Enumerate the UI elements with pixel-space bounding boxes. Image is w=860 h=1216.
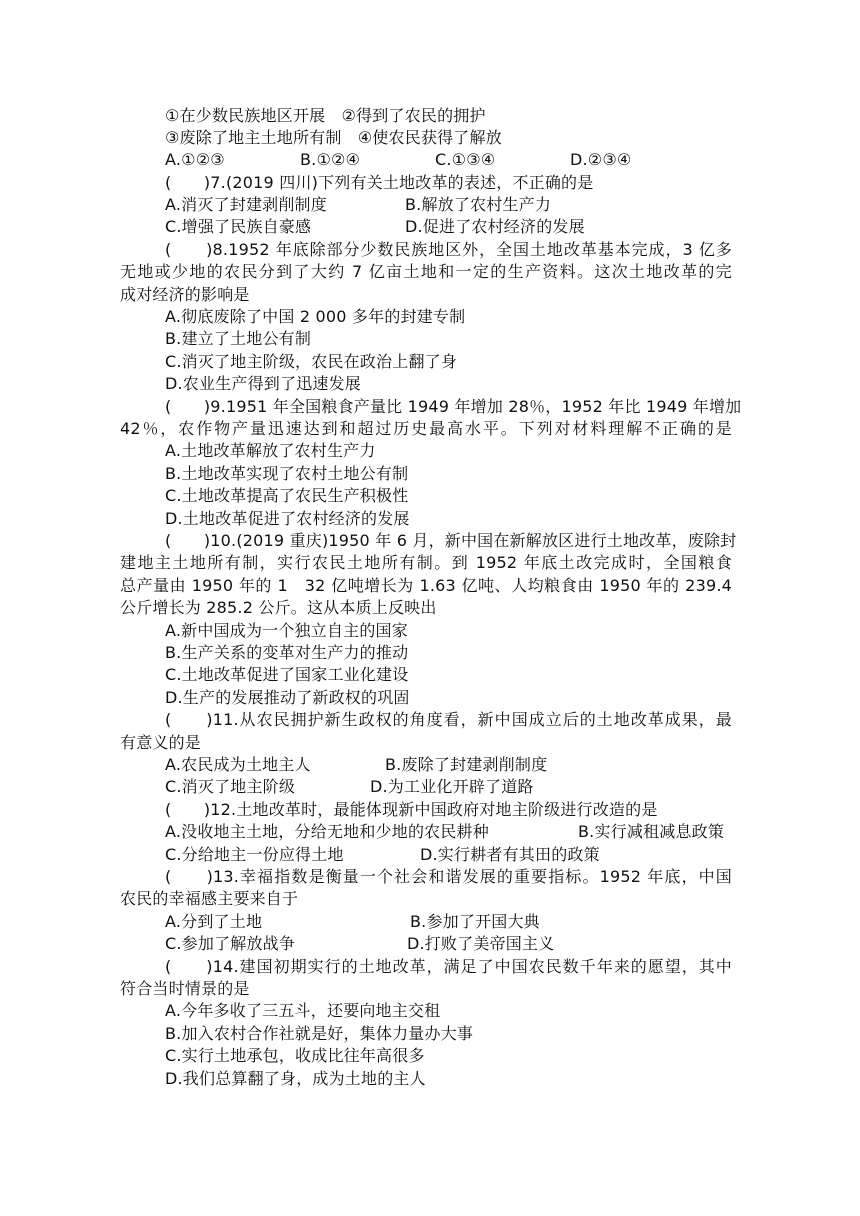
- text-line: ( )11.从农民拥护新生政权的角度看，新中国成立后的土地改革成果，最: [165, 710, 732, 729]
- answer-option: A.消灭了封建剥削制度: [165, 195, 327, 214]
- text-line: C.消灭了地主阶级，农民在政治上翻了身: [165, 352, 458, 371]
- text-line: 农民的幸福感主要来自于: [120, 889, 299, 908]
- text-line: ( )14.建国初期实行的土地改革，满足了中国农民数千年来的愿望，其中: [165, 957, 732, 976]
- text-line: 42％，农作物产量迅速达到和超过历史最高水平。下列对材料理解不正确的是: [120, 419, 732, 438]
- answer-option: B.解放了农村生产力: [405, 195, 552, 214]
- answer-option: A.没收地主土地，分给无地和少地的农民耕种: [165, 822, 489, 841]
- answer-option: A.农民成为土地主人: [165, 755, 311, 774]
- text-line: C.土地改革提高了农民生产积极性: [165, 486, 409, 505]
- text-line: ①在少数民族地区开展 ②得到了农民的拥护: [165, 106, 486, 125]
- answer-option: D.促进了农村经济的发展: [405, 217, 585, 236]
- text-line: 建地主土地所有制，实行农民土地所有制。到 1952 年底土改完成时，全国粮食: [120, 553, 732, 572]
- text-line: A.彻底废除了中国 2 000 多年的封建专制: [165, 307, 466, 326]
- answer-option: B.实行减租减息政策: [578, 822, 725, 841]
- text-line: B.生产关系的变革对生产力的推动: [165, 643, 409, 662]
- text-line: 符合当时情景的是: [120, 979, 250, 998]
- text-line: 无地或少地的农民分到了大约 7 亿亩土地和一定的生产资料。这次土地改革的完: [120, 262, 732, 281]
- answer-option: D.②③④: [570, 150, 632, 169]
- text-line: ( )10.(2019 重庆)1950 年 6 月，新中国在新解放区进行土地改革，废除封: [165, 531, 737, 550]
- answer-option: B.①②④: [300, 150, 361, 169]
- text-line: C.实行土地承包，收成比往年高很多: [165, 1046, 425, 1065]
- text-line: ③废除了地主土地所有制 ④使农民获得了解放: [165, 128, 502, 147]
- text-line: A.今年多收了三五斗，还要向地主交租: [165, 1001, 441, 1020]
- answer-option: C.参加了解放战争: [165, 934, 296, 953]
- text-line: 公斤增长为 285.2 公斤。这从本质上反映出: [120, 598, 437, 617]
- text-line: ( )8.1952 年底除部分少数民族地区外，全国土地改革基本完成，3 亿多: [165, 240, 732, 259]
- text-line: D.生产的发展推动了新政权的巩固: [165, 688, 410, 707]
- text-line: ( )12.土地改革时，最能体现新中国政府对地主阶级进行改造的是: [165, 800, 658, 819]
- text-line: A.土地改革解放了农村生产力: [165, 441, 376, 460]
- text-line: 成对经济的影响是: [120, 285, 250, 304]
- answer-option: C.增强了民族自豪感: [165, 217, 312, 236]
- answer-option: D.实行耕者有其田的政策: [420, 845, 600, 864]
- text-line: ( )13.幸福指数是衡量一个社会和谐发展的重要指标。1952 年底，中国: [165, 867, 732, 886]
- text-line: D.我们总算翻了身，成为土地的主人: [165, 1069, 426, 1088]
- text-line: C.土地改革促进了国家工业化建设: [165, 665, 409, 684]
- answer-option: B.参加了开国大典: [410, 912, 540, 931]
- answer-option: B.废除了封建剥削制度: [385, 755, 548, 774]
- answer-option: A.分到了土地: [165, 912, 263, 931]
- answer-option: C.分给地主一份应得土地: [165, 845, 344, 864]
- text-line: B.土地改革实现了农村土地公有制: [165, 464, 409, 483]
- text-line: D.土地改革促进了农村经济的发展: [165, 509, 410, 528]
- answer-option: D.打败了美帝国主义: [407, 934, 555, 953]
- text-line: B.加入农村合作社就是好，集体力量办大事: [165, 1024, 474, 1043]
- answer-option: C.消灭了地主阶级: [165, 777, 296, 796]
- answer-option: A.①②③: [165, 150, 225, 169]
- answer-option: D.为工业化开辟了道路: [370, 777, 534, 796]
- text-line: D.农业生产得到了迅速发展: [165, 374, 362, 393]
- text-line: B.建立了土地公有制: [165, 329, 312, 348]
- text-line: 有意义的是: [120, 733, 202, 752]
- text-line: 总产量由 1950 年的 1 32 亿吨增长为 1.63 亿吨、人均粮食由 1950 年的 239.4: [120, 576, 732, 595]
- answer-option: C.①③④: [435, 150, 496, 169]
- text-line: ( )7.(2019 四川)下列有关土地改革的表述，不正确的是: [165, 173, 594, 192]
- text-line: A.新中国成为一个独立自主的国家: [165, 621, 408, 640]
- text-line: ( )9.1951 年全国粮食产量比 1949 年增加 28％，1952 年比 1949 年增加: [165, 397, 742, 416]
